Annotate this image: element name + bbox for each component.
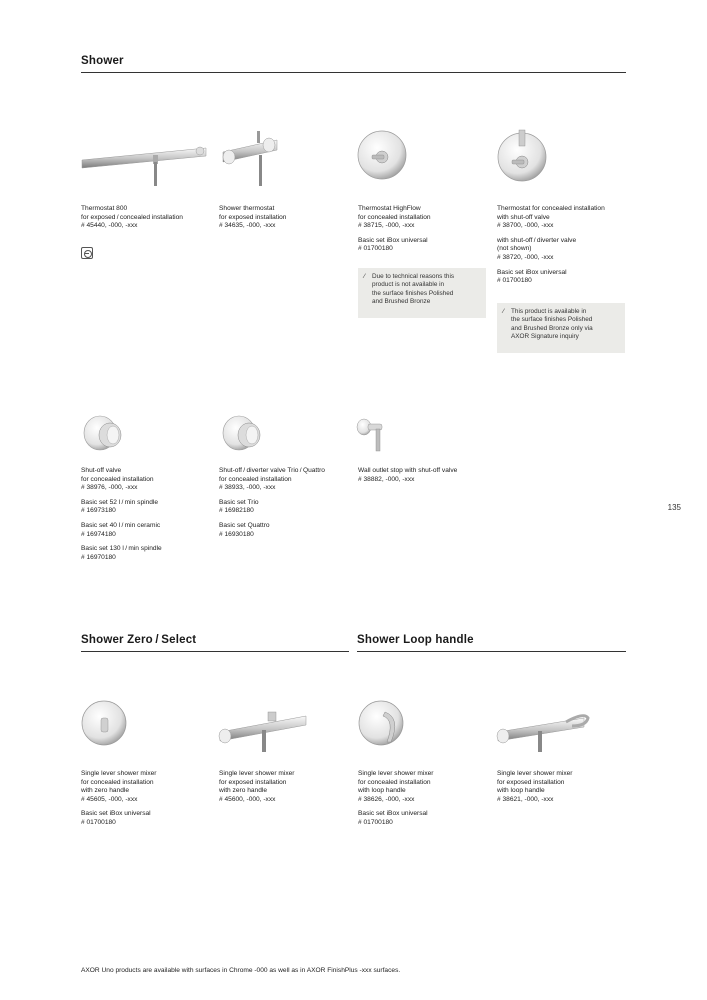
product-code: # 45600, -000, -xxx xyxy=(219,795,276,803)
thermostat-800-image xyxy=(80,140,208,188)
product-code: # 38700, -000, -xxx xyxy=(497,222,554,230)
basic-set-name: Basic set 40 l / min ceramic xyxy=(81,521,161,529)
variant-note: (not shown) xyxy=(497,245,532,253)
product-code: # 38621, -000, -xxx xyxy=(497,795,554,803)
product-name: Wall outlet stop with shut-off valve xyxy=(358,467,458,474)
basic-set-code: # 16974180 xyxy=(81,530,116,538)
section-rule xyxy=(81,651,349,652)
product-name: Single lever shower mixer xyxy=(219,770,295,777)
concealed-mixer-loop-image xyxy=(357,698,409,750)
product-shutoff-valve xyxy=(81,467,211,562)
basic-set-code: # 16982180 xyxy=(219,507,254,515)
product-desc: for exposed installation xyxy=(497,778,565,786)
section-title-loop-handle: Shower Loop handle xyxy=(357,634,474,646)
product-code: # 34635, -000, -xxx xyxy=(219,222,276,230)
note-mark: ⁄ xyxy=(364,273,366,280)
shutoff-valve-image xyxy=(80,413,126,453)
product-code: # 45440, -000, -xxx xyxy=(81,222,138,230)
no-entry-icon xyxy=(81,247,93,259)
product-name: Thermostat 800 xyxy=(81,205,128,212)
variant-desc: with shut-off / diverter valve xyxy=(497,236,577,244)
section-title-shower: Shower xyxy=(81,55,124,67)
basic-set-name: Basic set 130 l / min spindle xyxy=(81,545,162,553)
product-handle: with loop handle xyxy=(497,787,545,795)
basic-set-code: # 01700180 xyxy=(81,818,116,826)
product-thermostat-shutoff xyxy=(497,205,627,286)
diverter-valve-image xyxy=(219,413,265,453)
product-handle: with loop handle xyxy=(358,787,406,795)
product-desc: for concealed installation xyxy=(81,475,154,483)
section-rule xyxy=(81,72,626,73)
product-exposed-mixer-loop xyxy=(497,770,627,804)
product-name: Thermostat HighFlow xyxy=(358,205,421,212)
note-line: Due to technical reasons this xyxy=(372,273,455,280)
note-line: and Brushed Bronze only via xyxy=(511,324,593,332)
product-code: # 38626, -000, -xxx xyxy=(358,795,415,803)
product-name: Shut-off valve xyxy=(81,467,122,474)
note-line: the surface finishes Polished xyxy=(372,289,454,297)
product-desc: for exposed installation xyxy=(219,778,287,786)
product-diverter-valve xyxy=(219,467,349,539)
product-name: Thermostat for concealed installation xyxy=(497,205,605,212)
basic-set-name: Basic set iBox universal xyxy=(358,236,428,244)
product-wall-outlet xyxy=(358,467,488,484)
product-code: # 38882, -000, -xxx xyxy=(358,475,415,483)
product-desc: for exposed installation xyxy=(219,213,287,221)
product-code: # 45605, -000, -xxx xyxy=(81,795,138,803)
page-number: 135 xyxy=(667,503,681,512)
basic-set-code: # 01700180 xyxy=(497,277,532,285)
note-line: and Brushed Bronze xyxy=(372,298,431,306)
product-concealed-mixer-zero xyxy=(81,770,211,828)
product-thermostat-800 xyxy=(81,205,211,231)
product-name: Single lever shower mixer xyxy=(81,770,157,777)
basic-set-code: # 16930180 xyxy=(219,530,254,538)
note-line: product is not available in xyxy=(372,281,445,289)
product-desc: for concealed installation xyxy=(81,778,154,786)
product-handle: with zero handle xyxy=(81,787,130,795)
availability-note xyxy=(497,303,625,353)
footer-note: AXOR Uno products are available with surfaces in Chrome -000 as well as in AXOR FinishPlus -xxx surfaces. xyxy=(81,967,401,974)
section-rule xyxy=(357,651,626,652)
note-line: the surface finishes Polished xyxy=(511,316,593,324)
basic-set-name: Basic set iBox universal xyxy=(81,810,151,818)
basic-set-name: Basic set Trio xyxy=(219,498,259,506)
product-concealed-mixer-loop xyxy=(358,770,488,828)
product-shower-thermostat xyxy=(219,205,349,231)
basic-set-name: Basic set iBox universal xyxy=(358,810,428,818)
exposed-mixer-loop-image xyxy=(494,710,590,754)
product-name: Shut-off / diverter valve Trio / Quattro xyxy=(219,467,325,474)
basic-set-code: # 01700180 xyxy=(358,818,393,826)
product-name: Single lever shower mixer xyxy=(358,770,434,777)
product-desc: for concealed installation xyxy=(358,778,431,786)
note-line: This product is available in xyxy=(511,308,587,315)
product-exposed-mixer-zero xyxy=(219,770,349,804)
note-mark: ⁄ xyxy=(503,308,505,315)
product-code: # 38976, -000, -xxx xyxy=(81,484,138,492)
thermostat-shutoff-image xyxy=(497,128,549,184)
exposed-mixer-zero-image xyxy=(216,710,308,754)
section-title-zero-select: Shower Zero / Select xyxy=(81,634,197,646)
product-code: # 38715, -000, -xxx xyxy=(358,222,415,230)
product-thermostat-highflow xyxy=(358,205,488,254)
availability-note xyxy=(358,268,486,318)
product-desc: for concealed installation xyxy=(358,213,431,221)
concealed-mixer-zero-image xyxy=(80,698,130,748)
basic-set-name: Basic set Quattro xyxy=(219,521,270,529)
wall-outlet-image xyxy=(356,415,390,455)
product-name: Single lever shower mixer xyxy=(497,770,573,777)
basic-set-code: # 16970180 xyxy=(81,553,116,561)
thermostat-highflow-image xyxy=(357,128,409,182)
product-desc: for concealed installation xyxy=(219,475,292,483)
product-code: # 38933, -000, -xxx xyxy=(219,484,276,492)
basic-set-code: # 16973180 xyxy=(81,507,116,515)
shower-thermostat-image xyxy=(219,128,279,188)
basic-set-name: Basic set iBox universal xyxy=(497,268,567,276)
note-line: AXOR Signature inquiry xyxy=(511,333,579,341)
product-desc: with shut-off valve xyxy=(497,213,550,221)
product-desc: for exposed / concealed installation xyxy=(81,213,183,221)
product-name: Shower thermostat xyxy=(219,205,275,212)
basic-set-code: # 01700180 xyxy=(358,245,393,253)
product-handle: with zero handle xyxy=(219,787,268,795)
basic-set-name: Basic set 52 l / min spindle xyxy=(81,498,159,506)
variant-code: # 38720, -000, -xxx xyxy=(497,253,554,261)
